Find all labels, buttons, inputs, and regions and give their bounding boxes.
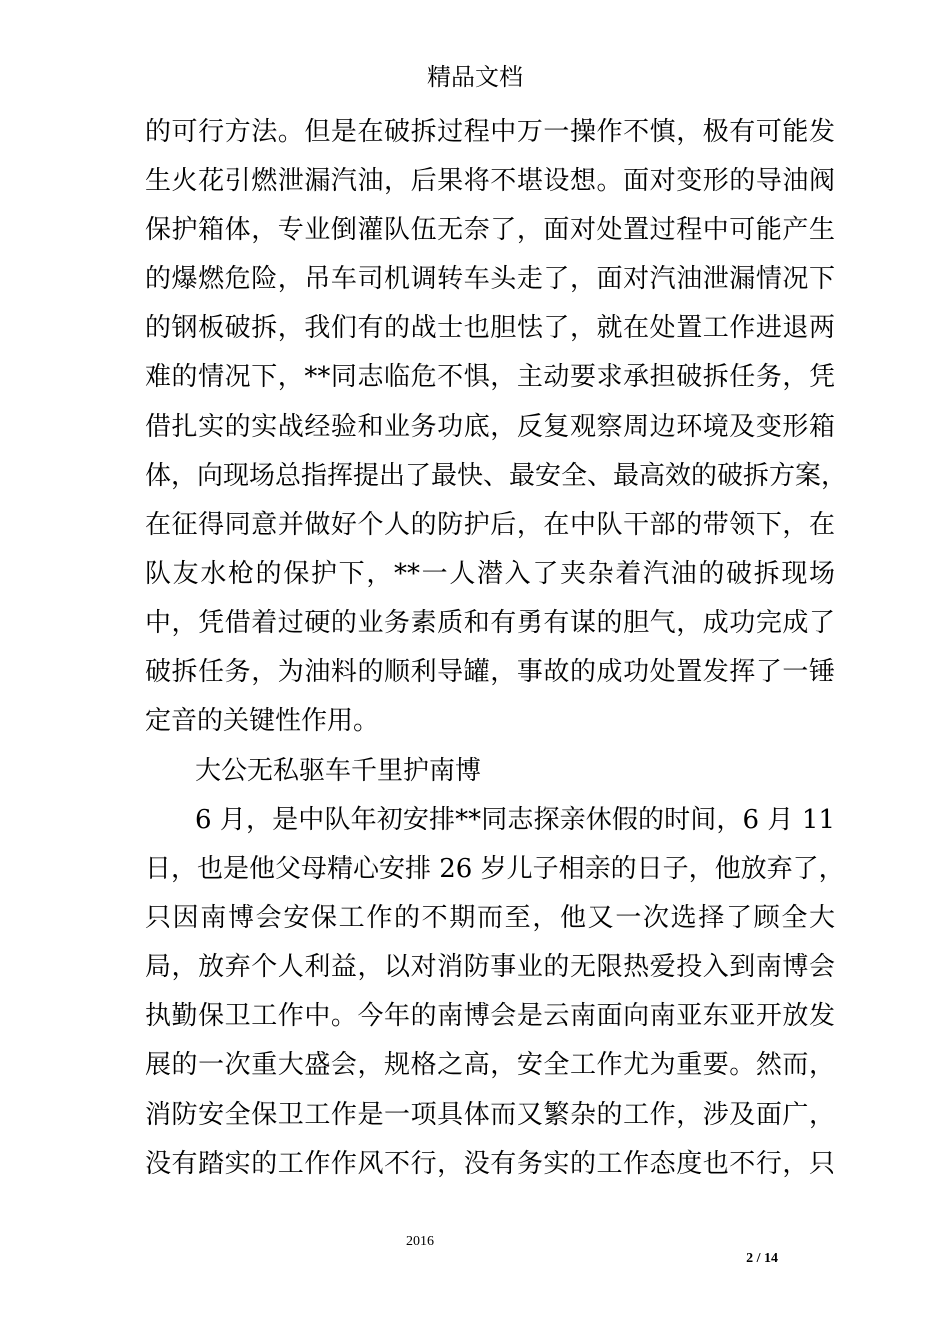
section-heading: 大公无私驱车千里护南博 xyxy=(195,756,482,786)
body-line-19: 执勤保卫工作中。今年的南博会是云南面向南亚东亚开放发 xyxy=(145,1001,835,1031)
body-line-15: 6 月，是中队年初安排**同志探亲休假的时间，6 月 11 xyxy=(195,805,835,835)
footer-year: 2016 xyxy=(406,1234,434,1249)
body-line-12: 破拆任务，为油料的顺利导罐，事故的成功处置发挥了一锤 xyxy=(145,657,835,687)
body-line-11: 中，凭借着过硬的业务素质和有勇有谋的胆气，成功完成了 xyxy=(145,608,835,638)
body-line-6: 难的情况下，**同志临危不惧，主动要求承担破拆任务，凭 xyxy=(145,362,835,392)
page-header-title: 精品文档 xyxy=(427,63,523,91)
body-line-17: 只因南博会安保工作的不期而至，他又一次选择了顾全大 xyxy=(145,903,835,933)
body-line-2: 生火花引燃泄漏汽油，后果将不堪设想。面对变形的导油阀 xyxy=(145,166,835,196)
body-line-8: 体，向现场总指挥提出了最快、最安全、最高效的破拆方案， xyxy=(145,461,848,491)
body-line-9: 在征得同意并做好个人的防护后，在中队干部的带领下，在 xyxy=(145,510,835,540)
body-line-21: 消防安全保卫工作是一项具体而又繁杂的工作，涉及面广， xyxy=(145,1100,835,1130)
body-line-22: 没有踏实的工作作风不行，没有务实的工作态度也不行，只 xyxy=(145,1149,835,1179)
body-line-1: 的可行方法。但是在破拆过程中万一操作不慎，极有可能发 xyxy=(145,117,835,147)
body-line-16: 日，也是他父母精心安排 26 岁儿子相亲的日子，他放弃了， xyxy=(145,854,845,884)
body-line-10: 队友水枪的保护下，**一人潜入了夹杂着汽油的破拆现场 xyxy=(145,559,835,589)
body-line-7: 借扎实的实战经验和业务功底，反复观察周边环境及变形箱 xyxy=(145,412,835,442)
body-line-4: 的爆燃危险，吊车司机调转车头走了，面对汽油泄漏情况下 xyxy=(145,264,835,294)
body-line-18: 局，放弃个人利益，以对消防事业的无限热爱投入到南博会 xyxy=(145,952,835,982)
page-number: 2 / 14 xyxy=(746,1251,778,1266)
body-line-3: 保护箱体，专业倒灌队伍无奈了，面对处置过程中可能产生 xyxy=(145,215,835,245)
body-line-20: 展的一次重大盛会，规格之高，安全工作尤为重要。然而， xyxy=(145,1050,835,1080)
body-line-13: 定音的关键性作用。 xyxy=(145,706,380,736)
body-line-5: 的钢板破拆，我们有的战士也胆怯了，就在处置工作进退两 xyxy=(145,313,835,343)
